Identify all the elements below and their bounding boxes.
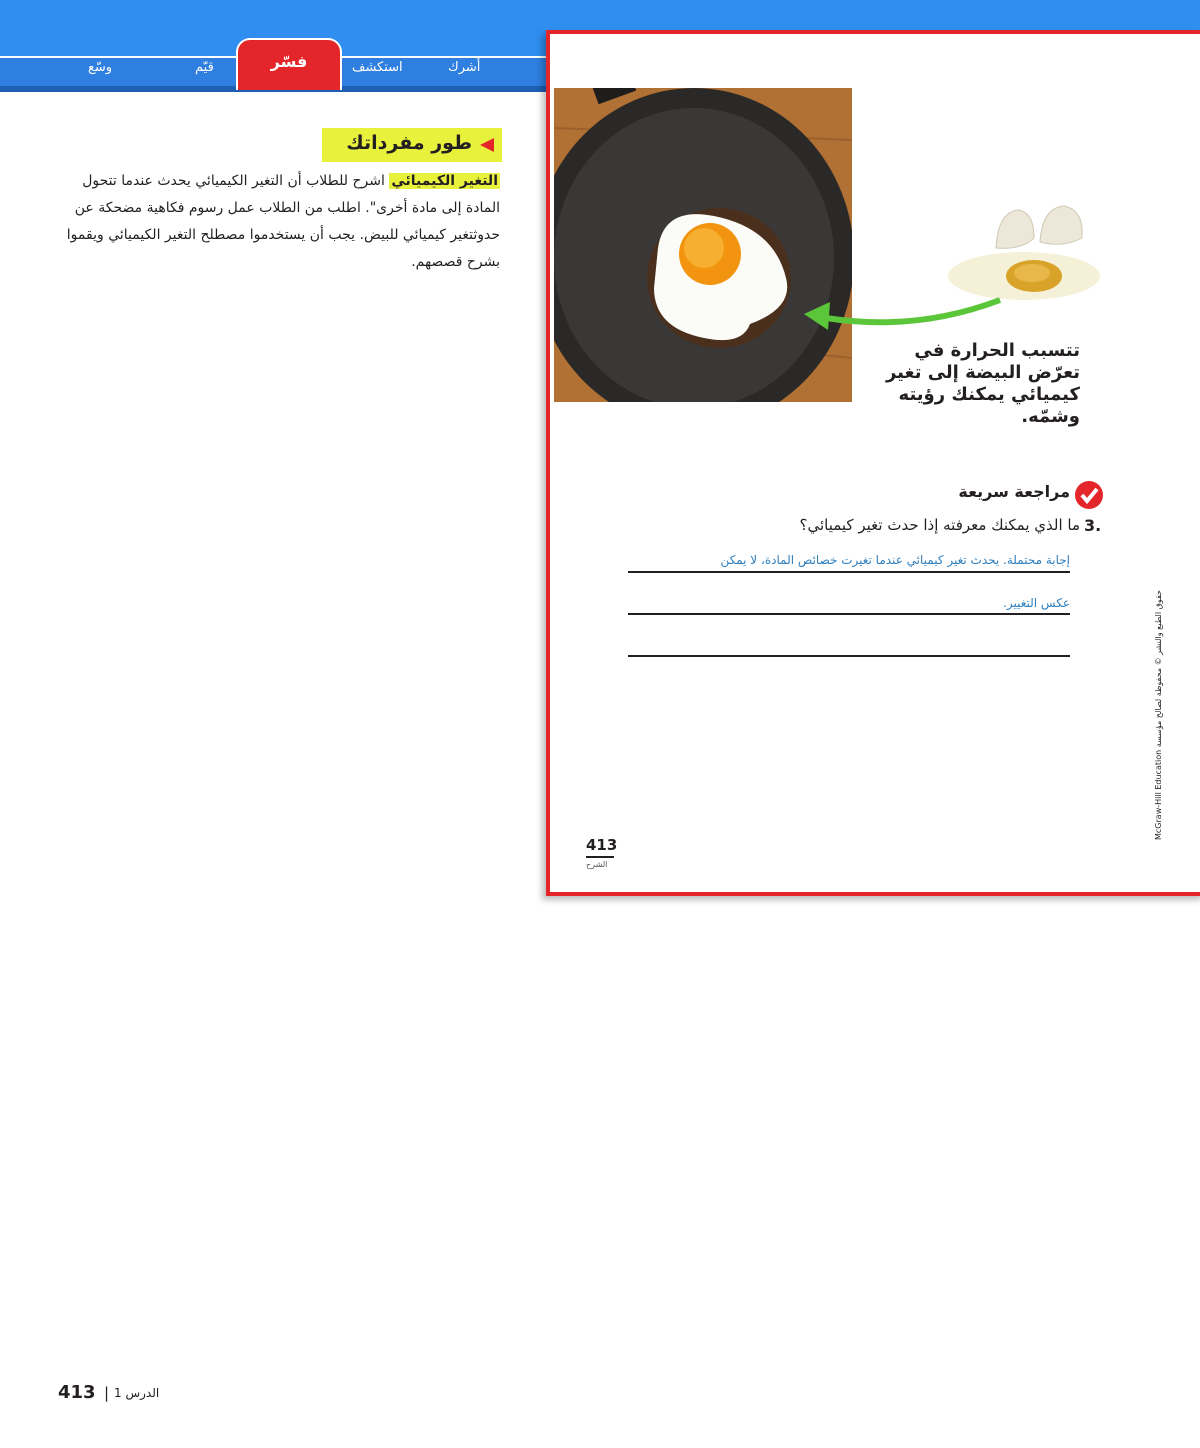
tab-evaluate[interactable]: قيّم (195, 60, 214, 75)
quick-check-title: مراجعة سريعة (958, 482, 1070, 501)
fried-egg-photo (554, 88, 852, 402)
copyright-credit (1154, 590, 1164, 850)
inner-page-label: الشرح (586, 860, 608, 869)
tab-explore[interactable]: استكشف (352, 60, 403, 75)
checkmark-icon (1074, 480, 1104, 510)
answer-line-2 (628, 613, 1070, 615)
question-number: 3. (1084, 516, 1102, 535)
inner-page-number: 413 (586, 836, 618, 854)
tab-engage[interactable]: أشرك (448, 60, 481, 75)
vocab-term: التغير الكيميائي (391, 173, 498, 189)
vocab-body (60, 168, 500, 276)
inner-page-rule (586, 856, 614, 858)
answer-text-line2: عكس التغيير. (1003, 596, 1070, 610)
tab-explain-label: فسّر (270, 52, 308, 71)
footer-page-number: 413 (58, 1382, 96, 1403)
copyright-text: McGraw-Hill Education حقوق الطبع والنشر © محفوظة لصالح مؤسسة (1154, 590, 1163, 840)
answer-line-3 (628, 655, 1070, 657)
answer-line-1 (628, 571, 1070, 573)
question-text: ما الذي يمكنك معرفته إذا حدث تغير كيميائي؟ (799, 516, 1080, 534)
vocab-text: اشرح للطلاب أن التغير الكيميائي يحدث عندما تتحول المادة إلى مادة أخرى". اطلب من الطلاب عمل رسوم فكاهية مضحكة عن حدوثتغير كيميائي للبيض. يجب أن يستخدموا مصطلح التغير الكيميائي ويقموا بشرح قصصهم. (66, 173, 500, 270)
vocab-heading: طور مفرداتك (346, 132, 472, 154)
green-arrow-icon (796, 290, 1006, 340)
footer-lesson: الدرس 1 (114, 1386, 160, 1400)
tab-extend[interactable]: وسّع (88, 60, 113, 75)
figure-caption: تتسبب الحرارة في تعرّض البيضة إلى تغير كيميائي يمكنك رؤيته وشمّه. (885, 340, 1080, 427)
answer-text-line1: إجابة محتملة. يحدث تغير كيميائي عندما تغيرت خصائص المادة، لا يمكن (720, 553, 1070, 567)
footer-separator: | (104, 1384, 110, 1402)
vocab-arrow-icon (480, 138, 494, 152)
